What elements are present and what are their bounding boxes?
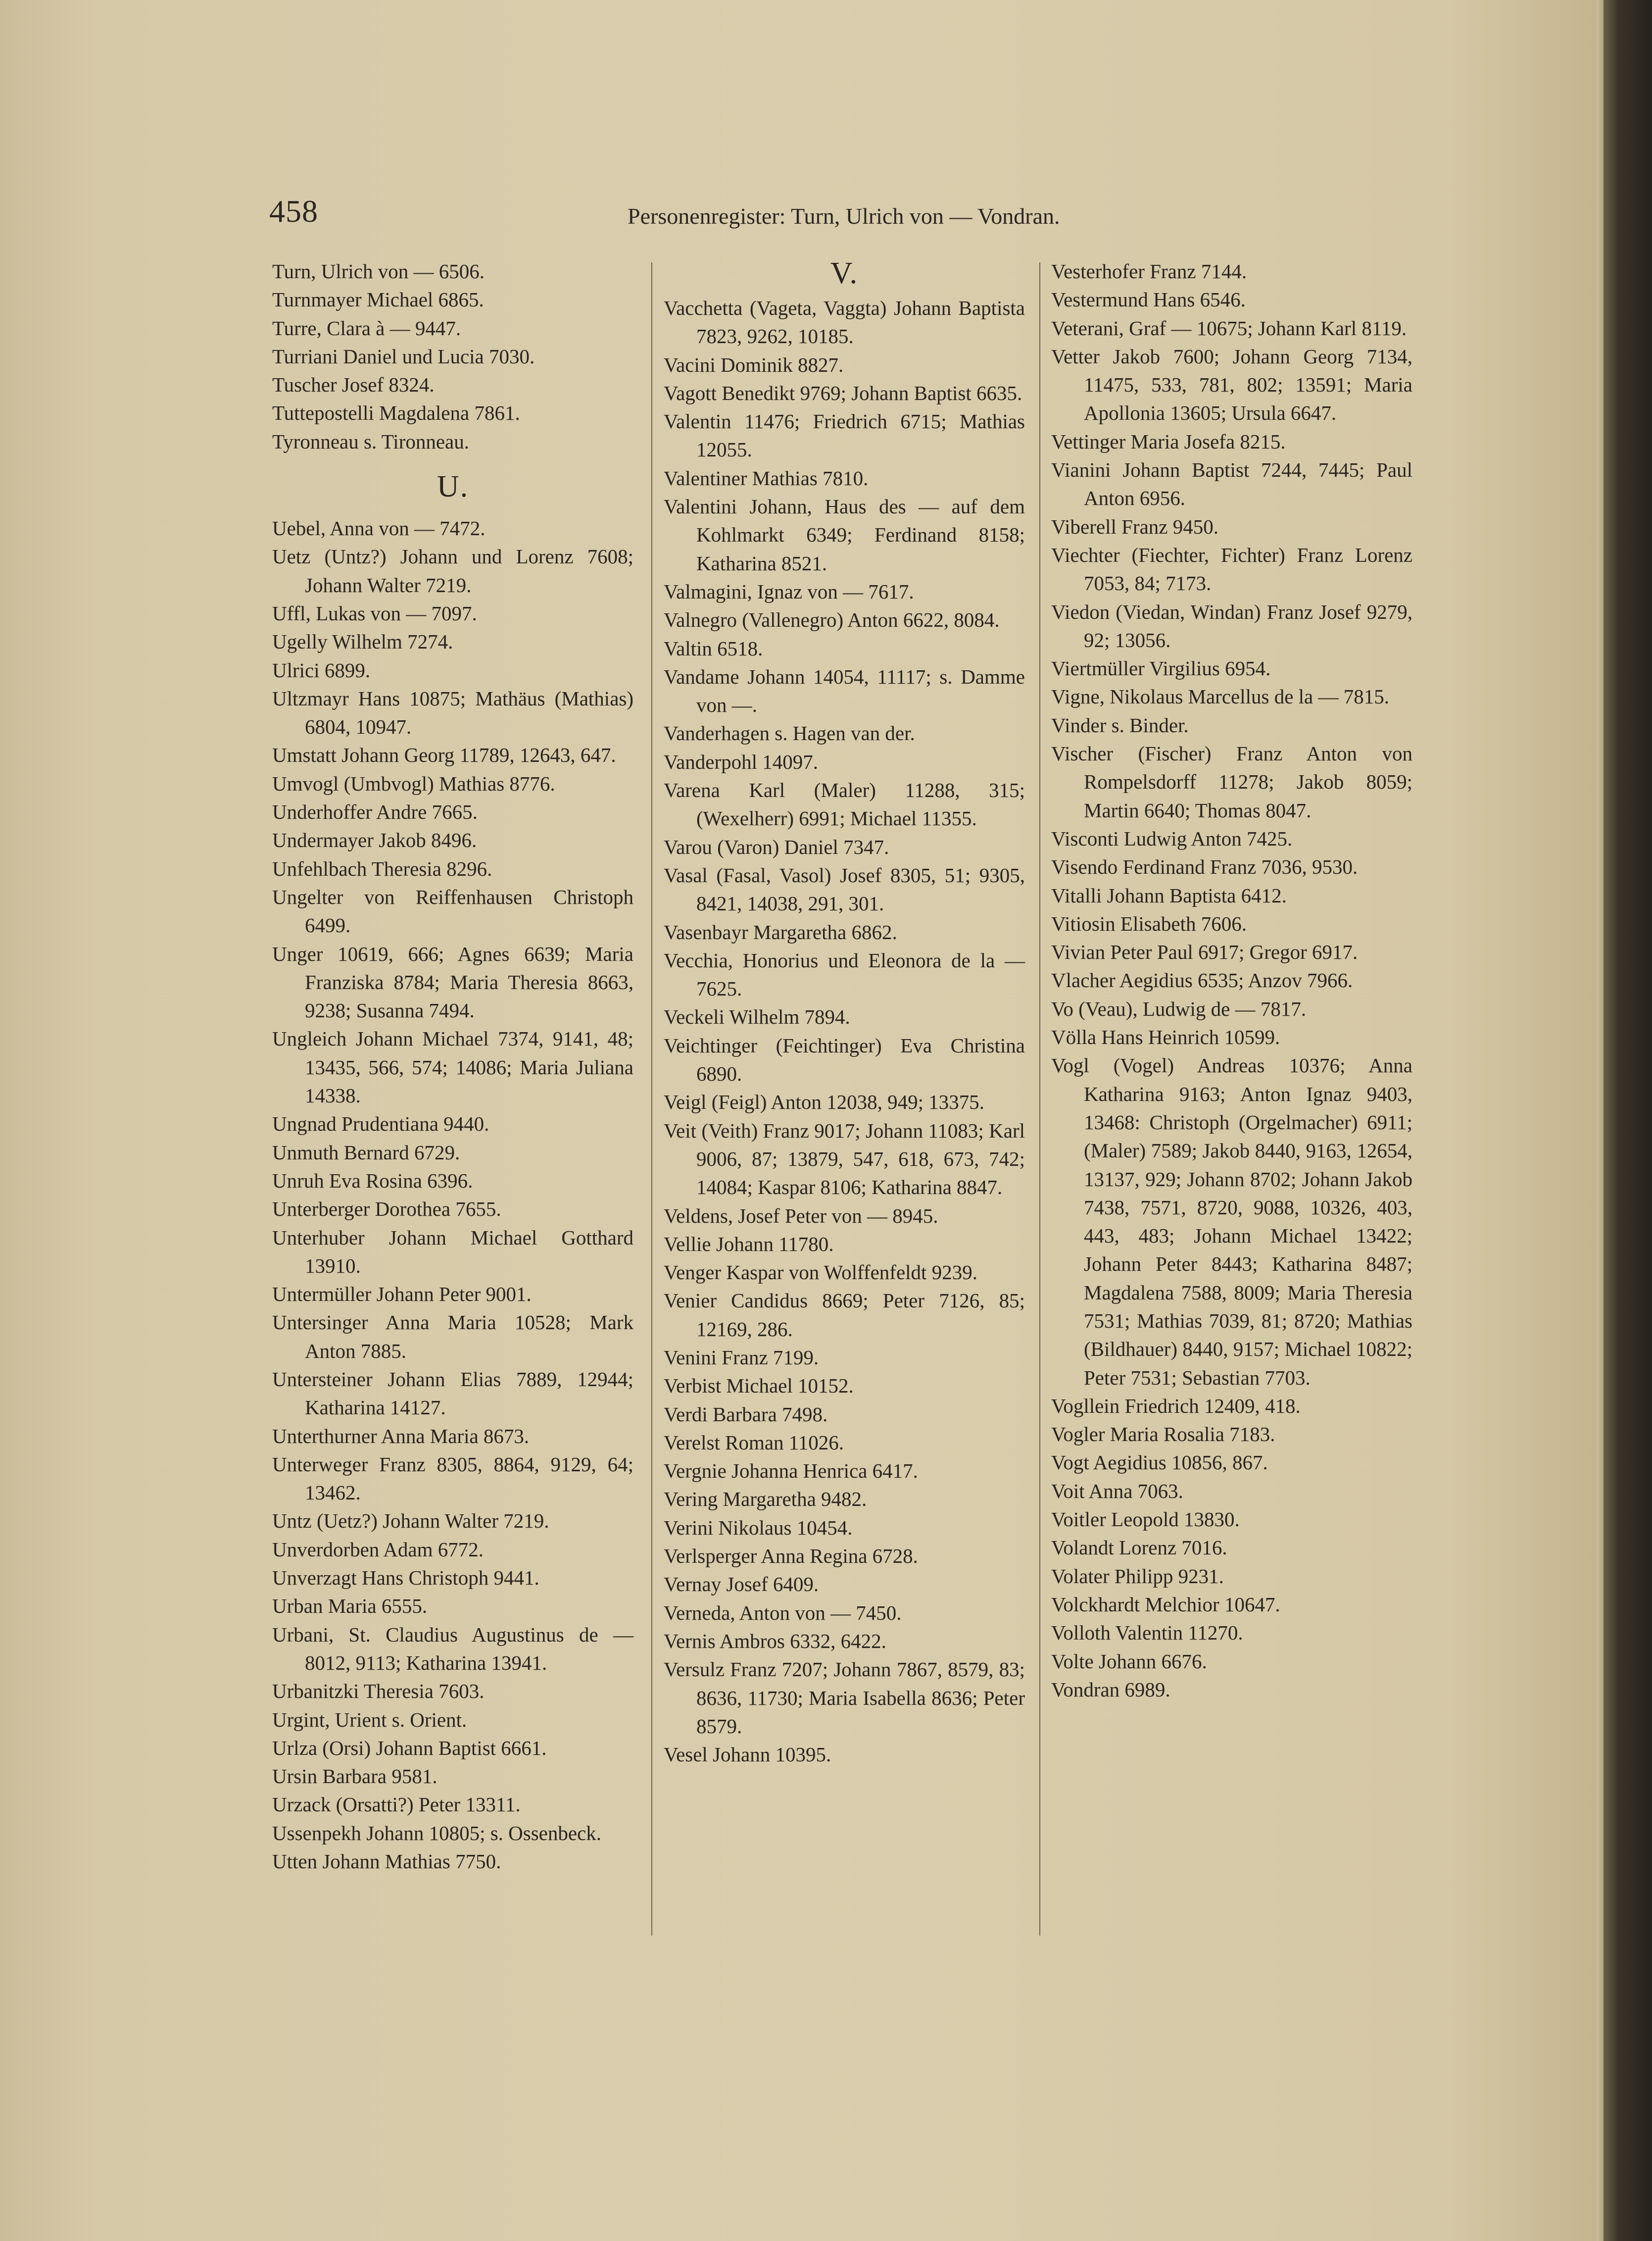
index-entry: Vacchetta (Vageta, Vaggta) Johann Baptista 7823, 9262, 10185. — [664, 297, 1025, 348]
index-entry: Vergnie Johanna Henrica 6417. — [664, 1459, 918, 1483]
index-entry: Tuttepostelli Magdalena 7861. — [272, 401, 520, 425]
index-entry: Umvogl (Umbvogl) Mathias 8776. — [272, 772, 555, 795]
index-entry: Volckhardt Melchior 10647. — [1051, 1593, 1280, 1616]
index-entry: Untermüller Johann Peter 9001. — [272, 1283, 532, 1306]
letter-heading: V. — [830, 256, 859, 290]
index-entry: Ultzmayr Hans 10875; Mathäus (Mathias) 6804, 10947. — [272, 687, 633, 739]
index-entry: Vogllein Friedrich 12409, 418. — [1051, 1394, 1301, 1417]
index-entry: Veichtinger (Feichtinger) Eva Christina 6890. — [664, 1034, 1025, 1086]
index-entry: Untersinger Anna Maria 10528; Mark Anton 7885. — [272, 1311, 633, 1362]
index-entry: Veit (Veith) Franz 9017; Johann 11083; Karl 9006, 87; 13879, 547, 618, 673, 742; 14084; Kaspar 8106; Katharina 8847. — [664, 1119, 1025, 1199]
index-entry: Viedon (Viedan, Windan) Franz Josef 9279, 92; 13056. — [1051, 600, 1412, 651]
index-entry: Undermayer Jakob 8496. — [272, 829, 477, 852]
page-edge — [1597, 0, 1603, 2241]
index-entry: Vasal (Fasal, Vasol) Josef 8305, 51; 9305, 8421, 14038, 291, 301. — [664, 863, 1025, 915]
index-entry: Valentini Johann, Haus des — auf dem Kohlmarkt 6349; Ferdinand 8158; Katharina 8521. — [664, 495, 1025, 575]
index-entry: Vestermund Hans 6546. — [1051, 288, 1246, 311]
index-entry: Versulz Franz 7207; Johann 7867, 8579, 83; 8636, 11730; Maria Isabella 8636; Peter 8579. — [664, 1658, 1025, 1738]
index-entry: Venini Franz 7199. — [664, 1345, 819, 1369]
index-column-3 — [1051, 257, 1412, 1704]
index-entry: Turn, Ulrich von — 6506. — [272, 260, 485, 283]
index-entry: Vernis Ambros 6332, 6422. — [664, 1629, 886, 1652]
index-entry: Vinder s. Binder. — [1051, 713, 1189, 737]
index-entry: Veckeli Wilhelm 7894. — [664, 1005, 850, 1029]
index-entry: Ungleich Johann Michael 7374, 9141, 48; 13435, 566, 574; 14086; Maria Juliana 14338. — [272, 1027, 633, 1107]
page-number: 458 — [269, 194, 318, 229]
index-entry: Valtin 6518. — [664, 637, 763, 660]
index-entry: Vischer (Fischer) Franz Anton von Rompelsdorff 11278; Jakob 8059; Martin 6640; Thomas 8047. — [1051, 742, 1412, 822]
index-entry: Vogl (Vogel) Andreas 10376; Anna Katharina 9163; Anton Ignaz 9403, 13468: Christoph (Orgelmacher) 6911; (Maler) 7589; Jakob 8440, 9163, 12654, 13137, 929; Johann 8702; Johann Jakob 7438, 7571, 8720, 9088, 10326, 403, 443, 483; Johann Michael 13422; Johann Peter 8443; Katharina 8487; Magdalena 7588, 8009; Maria Theresia 7531; Mathias 7039, 81; 8720; Mathias (Bildhauer) 8440, 9157; Michael 10822; Peter 7531; Sebastian 7703. — [1051, 1054, 1412, 1389]
index-entry: Vering Margaretha 9482. — [664, 1488, 867, 1511]
index-entry: Umstatt Johann Georg 11789, 12643, 647. — [272, 744, 616, 767]
index-entry: Turre, Clara à — 9447. — [272, 316, 461, 340]
index-entry: Vo (Veau), Ludwig de — 7817. — [1051, 997, 1307, 1020]
index-entry: Urlza (Orsi) Johann Baptist 6661. — [272, 1736, 547, 1759]
index-entry: Ungnad Prudentiana 9440. — [272, 1112, 489, 1136]
index-entry: Vettinger Maria Josefa 8215. — [1051, 430, 1286, 453]
index-entry: Unterthurner Anna Maria 8673. — [272, 1424, 530, 1447]
index-entry: Vigne, Nikolaus Marcellus de la — 7815. — [1051, 685, 1390, 708]
index-entry: Vacini Dominik 8827. — [664, 353, 844, 376]
index-entry: Underhoffer Andre 7665. — [272, 800, 478, 824]
index-entry: Vondran 6989. — [1051, 1678, 1170, 1701]
index-entry: Volte Johann 6676. — [1051, 1649, 1207, 1673]
index-entry: Ungelter von Reiffenhausen Christoph 6499. — [272, 885, 633, 937]
index-entry: Unruh Eva Rosina 6396. — [272, 1169, 473, 1192]
index-entry: Vecchia, Honorius und Eleonora de la — 7625. — [664, 948, 1025, 1000]
index-entry: Urbani, St. Claudius Augustinus de — 8012, 9113; Katharina 13941. — [272, 1623, 633, 1674]
index-entry: Vanderpohl 14097. — [664, 750, 819, 773]
index-entry: Valentiner Mathias 7810. — [664, 466, 869, 490]
index-entry: Varou (Varon) Daniel 7347. — [664, 835, 889, 858]
index-entry: Volloth Valentin 11270. — [1051, 1621, 1243, 1644]
index-entry: Volandt Lorenz 7016. — [1051, 1536, 1227, 1559]
index-entry: Unmuth Bernard 6729. — [272, 1141, 460, 1164]
index-entry: Urbanitzki Theresia 7603. — [272, 1680, 485, 1703]
index-entry: Unger 10619, 666; Agnes 6639; Maria Franziska 8784; Maria Theresia 8663, 9238; Susanna 7494. — [272, 942, 633, 1022]
index-entry: Vogt Aegidius 10856, 867. — [1051, 1451, 1268, 1474]
letter-heading: U. — [437, 470, 469, 504]
index-entry: Untz (Uetz?) Johann Walter 7219. — [272, 1509, 549, 1533]
index-entry: Viechter (Fiechter, Fichter) Franz Lorenz 7053, 84; 7173. — [1051, 543, 1412, 595]
index-entry: Turriani Daniel und Lucia 7030. — [272, 345, 535, 368]
index-entry: Veterani, Graf — 10675; Johann Karl 8119. — [1051, 316, 1407, 340]
index-entry: Verlsperger Anna Regina 6728. — [664, 1544, 918, 1568]
index-entry: Unterweger Franz 8305, 8864, 9129, 64; 13462. — [272, 1452, 633, 1504]
index-entry: Untersteiner Johann Elias 7889, 12944; Katharina 14127. — [272, 1367, 633, 1419]
index-entry: Urban Maria 6555. — [272, 1594, 428, 1618]
index-entry: Uffl, Lukas von — 7097. — [272, 601, 477, 625]
index-entry: Unterhuber Johann Michael Gotthard 13910. — [272, 1226, 633, 1277]
index-entry: Vagott Benedikt 9769; Johann Baptist 6635. — [664, 381, 1022, 404]
index-entry: Valentin 11476; Friedrich 6715; Mathias 12055. — [664, 410, 1025, 461]
index-entry: Valmagini, Ignaz von — 7617. — [664, 580, 914, 603]
index-entry: Viertmüller Virgilius 6954. — [1051, 657, 1271, 680]
index-entry: Valnegro (Vallenegro) Anton 6622, 8084. — [664, 608, 1000, 632]
index-entry: Visendo Ferdinand Franz 7036, 9530. — [1051, 855, 1358, 879]
index-entry: Ulrici 6899. — [272, 658, 371, 682]
index-entry: Vesterhofer Franz 7144. — [1051, 260, 1247, 283]
index-entry: Vellie Johann 11780. — [664, 1232, 834, 1255]
index-entry: Vitiosin Elisabeth 7606. — [1051, 912, 1247, 935]
index-entry: Viberell Franz 9450. — [1051, 515, 1218, 538]
running-head: Personenregister: Turn, Ulrich von — Vondran. — [628, 203, 1060, 229]
index-entry: Unterberger Dorothea 7655. — [272, 1197, 501, 1221]
index-entry: Vanderhagen s. Hagen van der. — [664, 722, 915, 745]
index-entry: Vernay Josef 6409. — [664, 1573, 819, 1596]
index-entry: Uebel, Anna von — 7472. — [272, 517, 486, 540]
index-entry: Vasenbayr Margaretha 6862. — [664, 920, 897, 944]
index-entry: Tuscher Josef 8324. — [272, 373, 435, 397]
index-entry: Vesel Johann 10395. — [664, 1743, 831, 1766]
index-entry: Ursin Barbara 9581. — [272, 1765, 437, 1788]
column-divider — [1039, 262, 1040, 1936]
index-entry: Vogler Maria Rosalia 7183. — [1051, 1423, 1275, 1446]
index-entry: Voit Anna 7063. — [1051, 1479, 1183, 1502]
index-column-1 — [272, 257, 633, 1876]
index-entry: Verdi Barbara 7498. — [664, 1402, 828, 1426]
index-entry: Veldens, Josef Peter von — 8945. — [664, 1204, 938, 1227]
index-entry: Vlacher Aegidius 6535; Anzov 7966. — [1051, 969, 1353, 992]
book-spine — [1603, 0, 1652, 2241]
index-entry: Völla Hans Heinrich 10599. — [1051, 1026, 1280, 1049]
index-entry: Ugelly Wilhelm 7274. — [272, 630, 453, 653]
index-entry: Venger Kaspar von Wolffenfeldt 9239. — [664, 1261, 977, 1284]
index-entry: Volater Philipp 9231. — [1051, 1564, 1224, 1588]
index-entry: Venier Candidus 8669; Peter 7126, 85; 12169, 286. — [664, 1289, 1025, 1341]
index-entry: Veigl (Feigl) Anton 12038, 949; 13375. — [664, 1091, 985, 1114]
index-entry: Ussenpekh Johann 10805; s. Ossenbeck. — [272, 1821, 602, 1844]
index-entry: Unverzagt Hans Christoph 9441. — [272, 1566, 539, 1590]
index-entry: Utten Johann Mathias 7750. — [272, 1850, 501, 1873]
index-column-2 — [664, 257, 1025, 1769]
index-entry: Varena Karl (Maler) 11288, 315; (Wexelherr) 6991; Michael 11355. — [664, 779, 1025, 830]
index-entry: Vianini Johann Baptist 7244, 7445; Paul Anton 6956. — [1051, 458, 1412, 510]
index-entry: Urgint, Urient s. Orient. — [272, 1708, 467, 1731]
index-entry: Turnmayer Michael 6865. — [272, 288, 484, 311]
index-entry: Verini Nikolaus 10454. — [664, 1516, 853, 1539]
index-entry: Voitler Leopold 13830. — [1051, 1508, 1240, 1531]
index-entry: Verbist Michael 10152. — [664, 1374, 854, 1397]
index-entry: Tyronneau s. Tironneau. — [272, 430, 469, 453]
index-entry: Unfehlbach Theresia 8296. — [272, 857, 492, 880]
index-entry: Verneda, Anton von — 7450. — [664, 1601, 902, 1624]
index-entry: Vitalli Johann Baptista 6412. — [1051, 884, 1287, 907]
index-entry: Visconti Ludwig Anton 7425. — [1051, 827, 1293, 850]
index-entry: Unverdorben Adam 6772. — [272, 1538, 484, 1561]
index-entry: Verelst Roman 11026. — [664, 1431, 844, 1454]
index-entry: Vivian Peter Paul 6917; Gregor 6917. — [1051, 941, 1358, 964]
column-divider — [651, 262, 652, 1936]
index-entry: Vetter Jakob 7600; Johann Georg 7134, 11475, 533, 781, 802; 13591; Maria Apollonia 13605; Ursula 6647. — [1051, 345, 1412, 425]
index-entry: Urzack (Orsatti?) Peter 13311. — [272, 1793, 521, 1816]
index-entry: Uetz (Untz?) Johann und Lorenz 7608; Johann Walter 7219. — [272, 545, 633, 597]
index-entry: Vandame Johann 14054, 11117; s. Damme von —. — [664, 665, 1025, 717]
